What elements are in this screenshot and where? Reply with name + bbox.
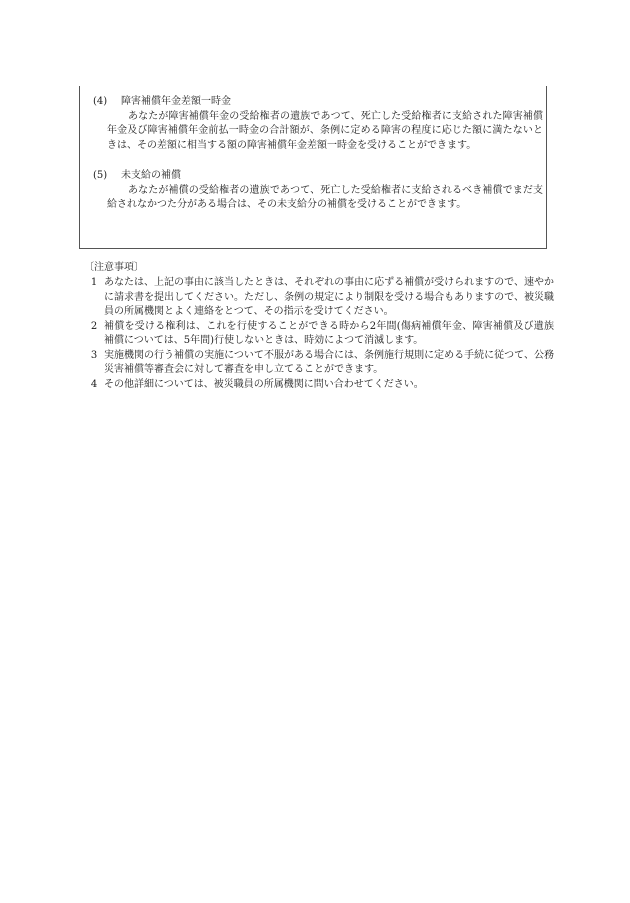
notes-title: 〔注意事項〕 (84, 262, 144, 273)
note-item (84, 349, 554, 378)
note-text: 補償を受ける権利は、これを行使することができる時から2年間(傷病補償年金、障害補償及び遺族補償については、5年間)行使しないときは、時効によつて消滅します。 (104, 320, 554, 346)
note-item (84, 320, 554, 349)
note-item (84, 378, 554, 393)
note-number: 2 (90, 320, 98, 332)
section-title: 障害補償年金差額一時金 (121, 96, 231, 107)
note-item (84, 276, 554, 320)
section-number: (4) (93, 96, 108, 107)
note-text: あなたは、上記の事由に該当したときは、それぞれの事由に応ずる補償が受けられますので、速やかに請求書を提出してください。ただし、条例の規定により制限を受ける場合もありますので、被災職員の所属機関とよく連絡をとつて、その指示を受けてください。 (104, 277, 554, 317)
section-4 (93, 95, 543, 153)
section-body: あなたが障害補償年金の受給権者の遺族であつて、死亡した受給権者に支給された障害補償年金及び障害補償年金前払一時金の合計額が、条例に定める障害の程度に応じた額に満たないときは、その差額に相当する額の障害補償年金差額一時金を受けることができます。 (107, 110, 543, 151)
section-number: (5) (93, 170, 108, 181)
note-number: 4 (90, 378, 98, 390)
section-heading (93, 169, 543, 184)
note-number: 3 (90, 349, 98, 361)
section-5 (93, 169, 543, 213)
note-text: その他詳細については、被災職員の所属機関に問い合わせてください。 (104, 378, 424, 390)
notes-list (84, 276, 554, 392)
section-body: あなたが補償の受給権者の遺族であつて、死亡した受給権者に支給されるべき補償でまだ支給されなかつた分がある場合は、その未支給分の補償を受けることができます。 (107, 184, 543, 210)
note-text: 実施機関の行う補償の実施について不服がある場合には、条例施行規則に定める手続に従つて、公務災害補償等審査会に対して審査を申し立てることができます。 (104, 349, 554, 375)
section-heading (93, 95, 543, 110)
note-number: 1 (90, 277, 98, 288)
section-title: 未支給の補償 (121, 170, 181, 181)
